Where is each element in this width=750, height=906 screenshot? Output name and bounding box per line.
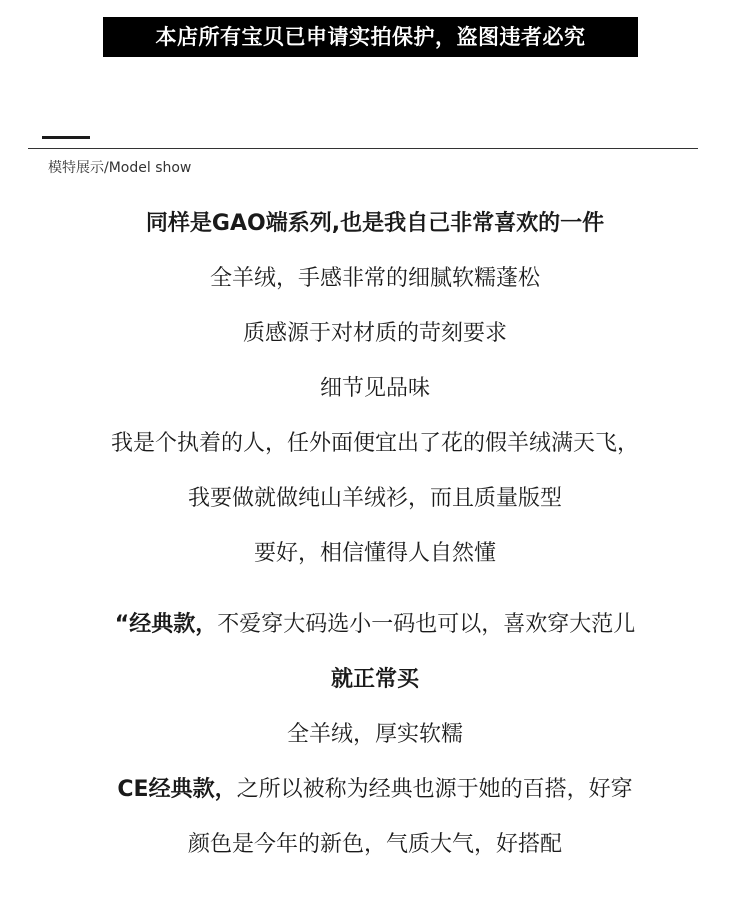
description-line-4: 细节见品味: [319, 376, 430, 401]
description-line-2: 全羊绒，手感非常的细腻软糯蓬松: [209, 266, 540, 291]
ce-classic-label: CE经典款，: [117, 777, 237, 802]
section-accent-bar: [42, 136, 90, 139]
description-line-7: 要好，相信懂得人自然懂: [253, 541, 496, 566]
description-line-8: [0, 607, 750, 638]
section-label: 模特展示/Model show: [48, 160, 192, 176]
description-line-11: [0, 772, 750, 803]
description-line-5: 我是个执着的人，任外面便宜出了花的假羊绒满天飞，: [110, 431, 639, 456]
copyright-banner: 本店所有宝贝已申请实拍保护，盗图违者必究: [103, 17, 638, 57]
description-line-10: 全羊绒，厚实软糯: [286, 722, 463, 747]
sizing-advice: 不爱穿大码选小一码也可以，喜欢穿大范儿: [217, 612, 636, 637]
description-line-9: 就正常买: [330, 667, 419, 692]
section-divider: [28, 148, 698, 149]
classic-style-label: “经典款，: [114, 612, 218, 637]
description-line-6: 我要做就做纯山羊绒衫，而且质量版型: [187, 486, 562, 511]
description-line-12: 颜色是今年的新色，气质大气，好搭配: [187, 832, 562, 857]
classic-reason-text: 之所以被称为经典也源于她的百搭，好穿: [236, 777, 633, 802]
description-line-3: 质感源于对材质的苛刻要求: [242, 321, 507, 346]
description-line-1: 同样是GAO端系列,也是我自己非常喜欢的一件: [145, 211, 605, 236]
